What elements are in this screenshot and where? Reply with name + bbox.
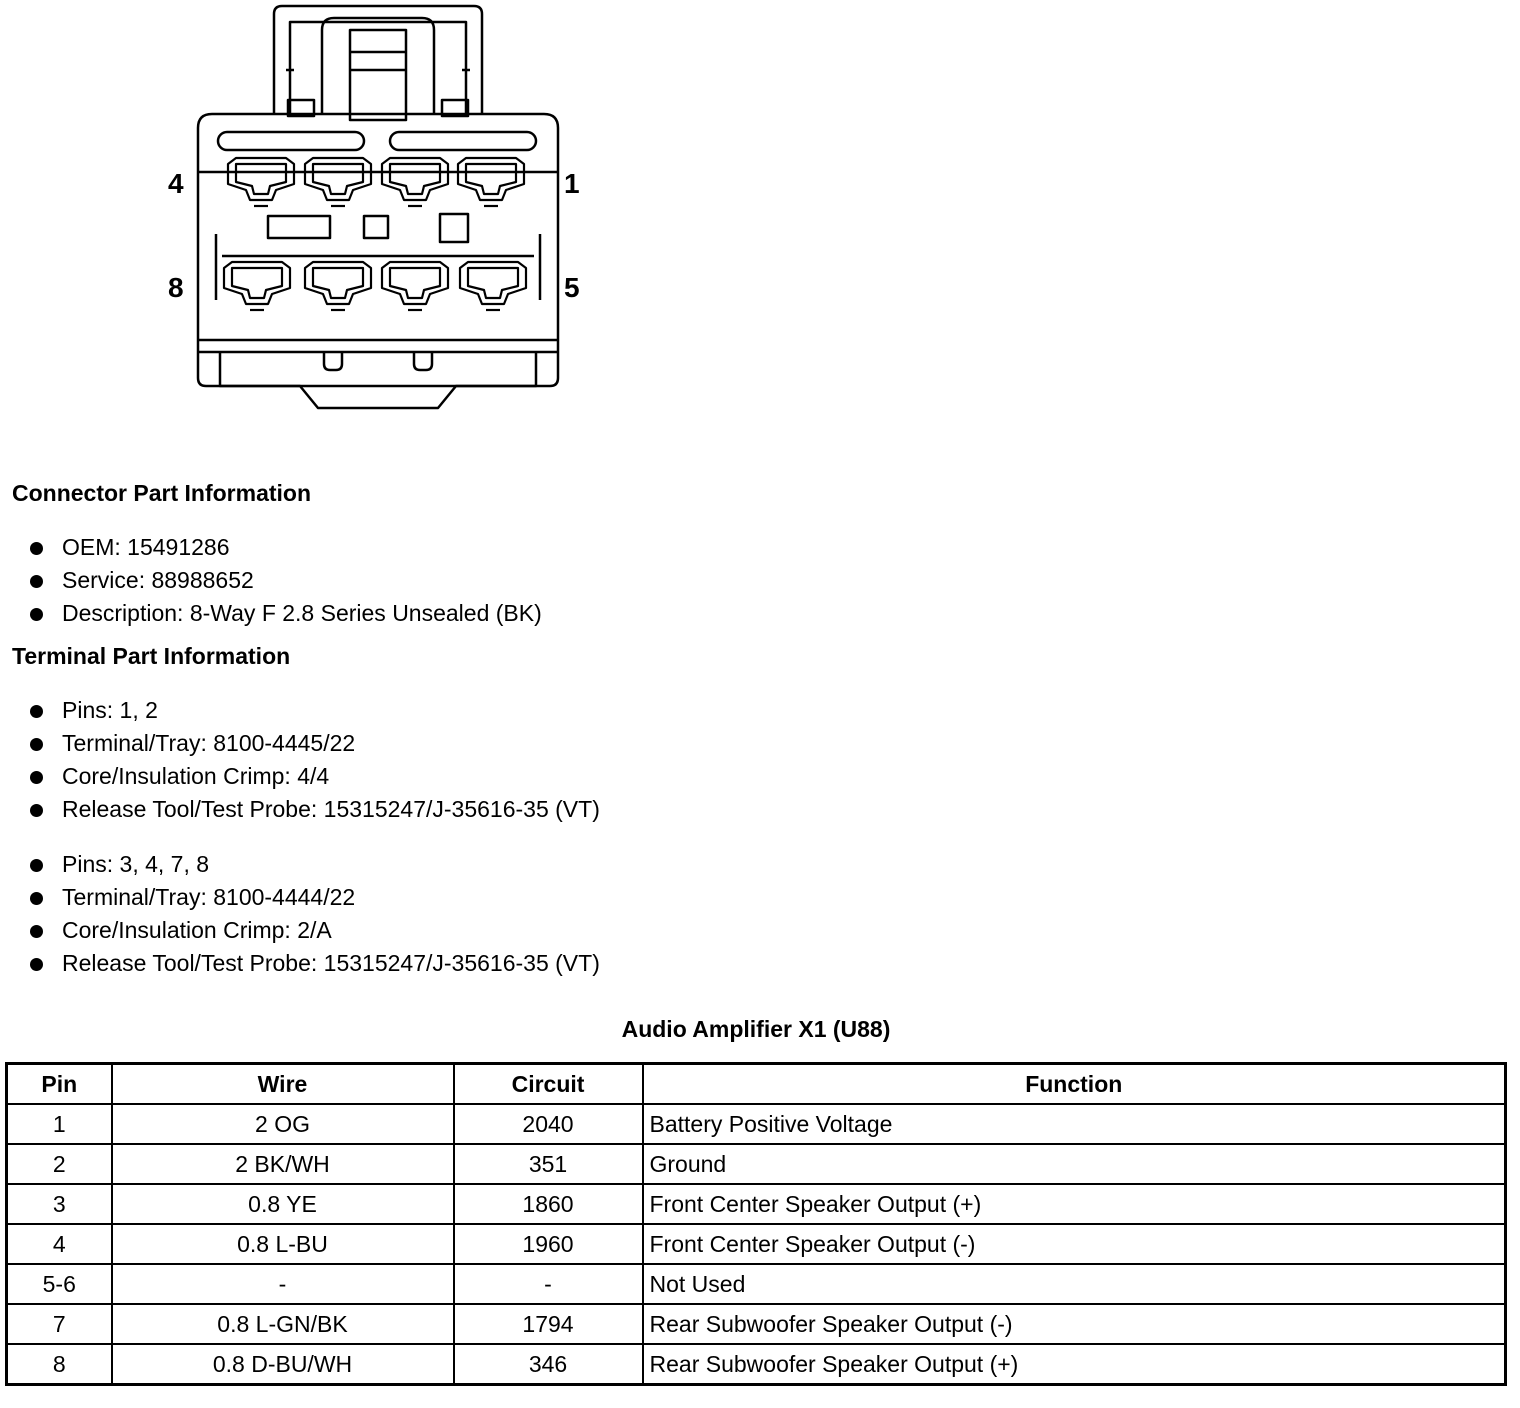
- cell-circuit: 1794: [454, 1304, 643, 1344]
- cell-circuit: -: [454, 1264, 643, 1304]
- cell-wire: 2 BK/WH: [112, 1144, 454, 1184]
- terminal-group-2-list: [30, 848, 600, 980]
- cell-wire: 2 OG: [112, 1104, 454, 1144]
- terminal-cavity-8: [224, 262, 290, 310]
- cell-pin: 7: [7, 1304, 112, 1344]
- connector-face-diagram: [0, 0, 760, 420]
- list-item: OEM: 15491286: [30, 531, 542, 564]
- table-row: [7, 1304, 1506, 1344]
- cell-circuit: 2040: [454, 1104, 643, 1144]
- cell-function: Rear Subwoofer Speaker Output (+): [643, 1344, 1506, 1385]
- header-function: Function: [643, 1064, 1506, 1105]
- pin-label-8: 8: [168, 272, 184, 303]
- list-item: Terminal/Tray: 8100-4445/22: [30, 727, 600, 760]
- terminal-cavity-5: [460, 262, 526, 310]
- cell-wire: -: [112, 1264, 454, 1304]
- connector-info-heading: Connector Part Information: [12, 480, 312, 506]
- table-row: [7, 1144, 1506, 1184]
- table-row: [7, 1224, 1506, 1264]
- cell-pin: 2: [7, 1144, 112, 1184]
- header-wire: Wire: [112, 1064, 454, 1105]
- terminal-cavity-3: [305, 158, 371, 206]
- cell-function: Front Center Speaker Output (+): [643, 1184, 1506, 1224]
- terminal-cavity-7: [305, 262, 371, 310]
- table-row: [7, 1104, 1506, 1144]
- terminal-info-heading: Terminal Part Information: [12, 643, 291, 669]
- list-item: Service: 88988652: [30, 564, 542, 597]
- list-item: Terminal/Tray: 8100-4444/22: [30, 881, 600, 914]
- cell-circuit: 351: [454, 1144, 643, 1184]
- pin-label-5: 5: [564, 272, 580, 303]
- cell-wire: 0.8 D-BU/WH: [112, 1344, 454, 1385]
- cell-circuit: 346: [454, 1344, 643, 1385]
- cell-wire: 0.8 YE: [112, 1184, 454, 1224]
- pin-table: [5, 1062, 1507, 1386]
- cell-pin: 1: [7, 1104, 112, 1144]
- pin-label-1: 1: [564, 168, 580, 199]
- cell-function: Front Center Speaker Output (-): [643, 1224, 1506, 1264]
- header-circuit: Circuit: [454, 1064, 643, 1105]
- table-row: [7, 1264, 1506, 1304]
- cell-wire: 0.8 L-GN/BK: [112, 1304, 454, 1344]
- table-row: [7, 1184, 1506, 1224]
- cell-wire: 0.8 L-BU: [112, 1224, 454, 1264]
- cell-pin: 3: [7, 1184, 112, 1224]
- list-item: Pins: 1, 2: [30, 694, 600, 727]
- list-item: Core/Insulation Crimp: 2/A: [30, 914, 600, 947]
- terminal-cavity-6: [382, 262, 448, 310]
- cell-pin: 5-6: [7, 1264, 112, 1304]
- cell-function: Battery Positive Voltage: [643, 1104, 1506, 1144]
- table-header-row: [7, 1064, 1506, 1105]
- pin-label-4: 4: [168, 168, 184, 199]
- list-item: Release Tool/Test Probe: 15315247/J-35616-35 (VT): [30, 793, 600, 826]
- list-item: Pins: 3, 4, 7, 8: [30, 848, 600, 881]
- cell-function: Rear Subwoofer Speaker Output (-): [643, 1304, 1506, 1344]
- cell-circuit: 1960: [454, 1224, 643, 1264]
- connector-info-list: [30, 531, 542, 630]
- cell-pin: 8: [7, 1344, 112, 1385]
- table-row: [7, 1344, 1506, 1385]
- terminal-cavity-1: [458, 158, 524, 206]
- cell-function: Ground: [643, 1144, 1506, 1184]
- list-item: Release Tool/Test Probe: 15315247/J-35616-35 (VT): [30, 947, 600, 980]
- cell-pin: 4: [7, 1224, 112, 1264]
- table-title: Audio Amplifier X1 (U88): [621, 1016, 891, 1042]
- list-item: Core/Insulation Crimp: 4/4: [30, 760, 600, 793]
- terminal-cavity-2: [382, 158, 448, 206]
- terminal-cavity-4: [228, 158, 294, 206]
- list-item: Description: 8-Way F 2.8 Series Unsealed (BK): [30, 597, 542, 630]
- header-pin: Pin: [7, 1064, 112, 1105]
- terminal-group-1-list: [30, 694, 600, 826]
- cell-circuit: 1860: [454, 1184, 643, 1224]
- cell-function: Not Used: [643, 1264, 1506, 1304]
